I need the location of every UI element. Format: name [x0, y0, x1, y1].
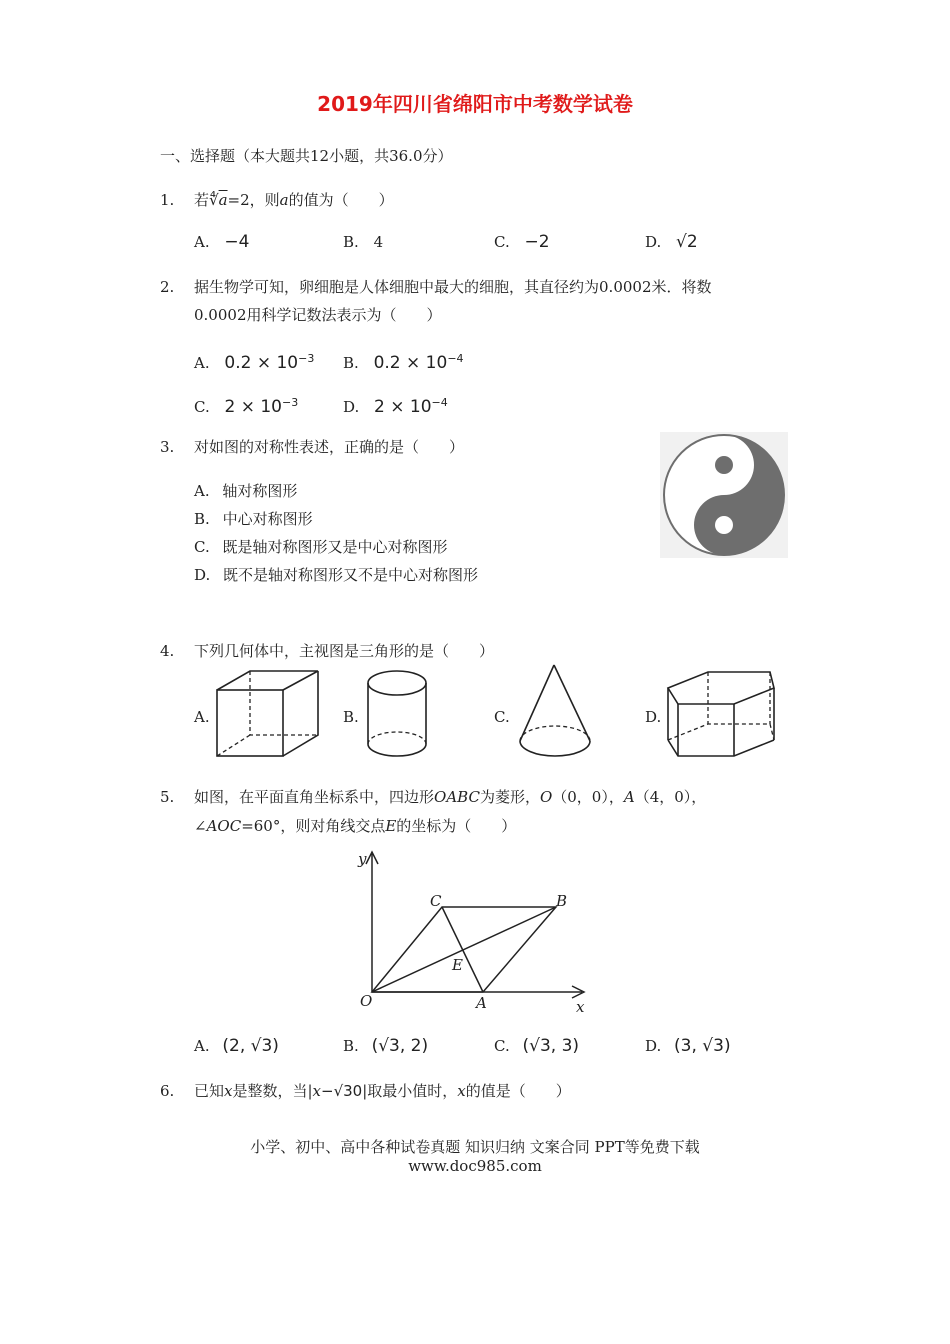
option-letter: B.	[343, 1037, 359, 1055]
option-exponent: −3	[282, 396, 299, 409]
q6-var: x	[457, 1082, 466, 1100]
option-base: 2 × 10	[224, 397, 282, 417]
q6-number: 6.	[160, 1082, 175, 1100]
q5-text: （0，0），	[552, 788, 624, 806]
q3-stem: 对如图的对称性表述，正确的是（ ）	[194, 438, 465, 456]
radical-icon: ∜	[209, 191, 219, 209]
q5-option-b	[343, 1036, 428, 1056]
option-letter: A.	[194, 354, 210, 372]
point-label-a: A	[476, 994, 487, 1012]
option-text: (2, √3)	[222, 1036, 279, 1056]
q2-line2: 0.0002用科学记数法表示为（ ）	[194, 306, 442, 324]
q3-option-a	[194, 481, 297, 501]
option-base: 0.2 × 10	[373, 353, 448, 373]
cube-icon	[214, 668, 324, 760]
q1-option-c	[494, 232, 550, 252]
option-text: 既是轴对称图形又是中心对称图形	[222, 538, 448, 556]
option-letter: A.	[194, 1037, 210, 1055]
q4-option-d-letter: D.	[645, 708, 662, 726]
q5-text: （4，0），	[634, 788, 707, 806]
q5-var: E	[385, 817, 397, 835]
q2-line1: 据生物学可知，卵细胞是人体细胞中最大的细胞，其直径约为0.0002米．将数	[194, 278, 712, 296]
axis-label-x: x	[576, 998, 585, 1016]
q1-number: 1.	[160, 191, 175, 209]
q1-stem	[194, 190, 394, 210]
option-text: −4	[224, 232, 250, 252]
q6-text: 是整数，当|	[232, 1082, 313, 1100]
point-label-e: E	[452, 956, 463, 974]
option-text: 既不是轴对称图形又不是中心对称图形	[223, 566, 479, 584]
q4-option-a-letter: A.	[194, 708, 210, 726]
q6-stem	[194, 1081, 571, 1101]
q1-option-d	[645, 232, 698, 252]
option-text: 轴对称图形	[222, 482, 298, 500]
q5-text: 为菱形，	[479, 788, 540, 806]
q5-option-a	[194, 1036, 279, 1056]
option-text: 中心对称图形	[222, 510, 313, 528]
q3-option-c	[194, 537, 448, 557]
q5-var: O	[539, 788, 553, 806]
q2-option-c	[194, 393, 298, 417]
option-text: (√3, 2)	[371, 1036, 429, 1056]
q4-option-c-letter: C.	[494, 708, 510, 726]
option-letter: A.	[194, 482, 210, 500]
q2-option-d	[343, 393, 448, 417]
q5-text: ∠	[194, 817, 207, 835]
cone-icon	[516, 662, 596, 762]
q3-option-d	[194, 565, 478, 585]
q4-option-b-letter: B.	[343, 708, 359, 726]
q6-text: 的值是（ ）	[465, 1082, 571, 1100]
q5-line2	[194, 816, 516, 836]
q6-text: 已知	[194, 1082, 225, 1100]
q1-option-a	[194, 232, 249, 252]
option-exponent: −4	[447, 352, 464, 365]
option-letter: C.	[194, 538, 210, 556]
q4-stem: 下列几何体中，主视图是三角形的是（ ）	[194, 642, 495, 660]
option-letter: C.	[494, 1037, 510, 1055]
q3-option-b	[194, 509, 313, 529]
q3-number: 3.	[160, 438, 175, 456]
option-text: √2	[676, 232, 698, 252]
option-exponent: −4	[431, 396, 448, 409]
option-exponent: −3	[298, 352, 315, 365]
option-base: 0.2 × 10	[224, 353, 299, 373]
q5-text: =60°，则对角线交点	[241, 817, 386, 835]
page-title: 2019年四川省绵阳市中考数学试卷	[317, 92, 633, 116]
q5-number: 5.	[160, 788, 175, 806]
q5-var: AOC	[206, 817, 242, 835]
q5-option-d	[645, 1036, 731, 1056]
q1-var: a	[279, 191, 289, 209]
q2-option-a	[194, 349, 314, 373]
q1-post1: =2，则	[227, 191, 280, 209]
q1-option-b	[343, 232, 383, 252]
q1-post2: 的值为（ ）	[288, 191, 394, 209]
option-base: 2 × 10	[374, 397, 432, 417]
q1-pre: 若	[194, 191, 210, 209]
q5-var: OABC	[434, 788, 480, 806]
section-heading: 一、选择题（本大题共12小题，共36.0分）	[160, 147, 453, 165]
option-text: 4	[373, 233, 384, 251]
yin-yang-icon	[660, 432, 788, 558]
point-label-c: C	[430, 892, 442, 910]
q5-line1	[194, 787, 706, 807]
q5-option-c	[494, 1036, 579, 1056]
point-label-o: O	[360, 992, 373, 1010]
option-letter: D.	[343, 398, 360, 416]
footer-line1: 小学、初中、高中各种试卷真题 知识归纳 文案合同 PPT等免费下载	[250, 1138, 700, 1156]
option-letter: D.	[645, 233, 662, 251]
q6-text: |取最小值时，	[362, 1082, 458, 1100]
option-letter: B.	[343, 354, 359, 372]
rhombus-figure	[350, 844, 595, 1016]
option-letter: C.	[194, 398, 210, 416]
option-text: −2	[524, 232, 550, 252]
option-letter: D.	[645, 1037, 662, 1055]
point-label-b: B	[556, 892, 568, 910]
option-letter: B.	[343, 233, 359, 251]
q1-radicand: $\overline{a}$	[218, 191, 228, 209]
footer-url: www.doc985.com	[408, 1157, 542, 1175]
option-letter: D.	[194, 566, 211, 584]
q2-number: 2.	[160, 278, 175, 296]
cylinder-icon	[364, 668, 434, 762]
q4-number: 4.	[160, 642, 175, 660]
option-letter: B.	[194, 510, 210, 528]
q6-var: x	[224, 1082, 233, 1100]
option-text: (√3, 3)	[522, 1036, 580, 1056]
q5-text: 的坐标为（ ）	[396, 817, 517, 835]
q5-text: 如图，在平面直角坐标系中，四边形	[194, 788, 435, 806]
option-letter: C.	[494, 233, 510, 251]
q6-var: x	[312, 1082, 322, 1100]
q2-option-b	[343, 349, 464, 373]
q5-var: A	[623, 788, 635, 806]
option-text: (3, √3)	[674, 1036, 731, 1056]
q6-radical: −√30	[321, 1082, 363, 1100]
hexagonal-prism-icon	[664, 666, 780, 760]
axis-label-y: y	[358, 850, 367, 868]
option-letter: A.	[194, 233, 210, 251]
